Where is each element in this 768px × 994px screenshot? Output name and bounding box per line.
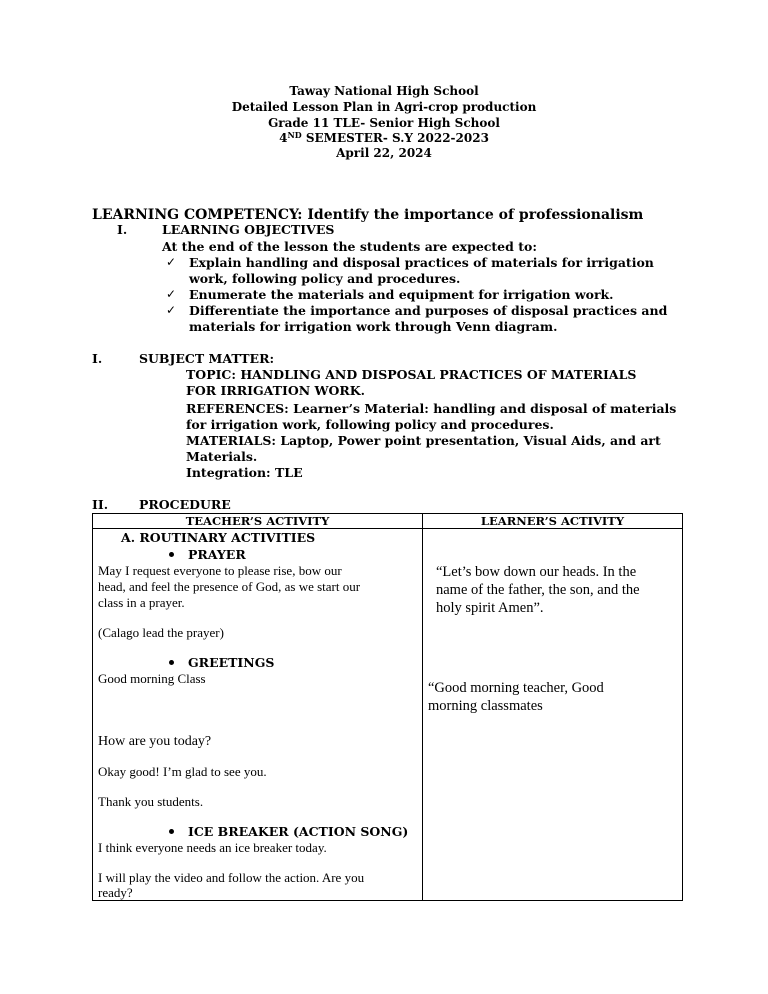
- objectives-title: LEARNING OBJECTIVES: [162, 222, 335, 237]
- semester-number: 4: [279, 131, 288, 145]
- subject-numeral: I.: [92, 351, 103, 366]
- how-are-you: How are you today?: [98, 734, 212, 749]
- subject-line-2: FOR IRRIGATION WORK.: [186, 383, 366, 398]
- teacher-activity-header: TEACHER’S ACTIVITY: [93, 514, 423, 529]
- lesson-date: April 22, 2024: [336, 146, 432, 160]
- bullet-icon: [169, 552, 174, 557]
- checkmark-icon: ✓: [166, 255, 177, 269]
- teacher-activity-cell: [93, 529, 423, 901]
- learner-prayer-line-2: name of the father, the son, and the: [436, 582, 640, 598]
- semester-year: SEMESTER- S.Y 2022-2023: [301, 131, 489, 145]
- lesson-plan-title: Detailed Lesson Plan in Agri-crop production: [231, 100, 537, 114]
- subject-line-6: Materials.: [186, 449, 258, 464]
- procedure-table: [92, 513, 683, 901]
- thank-you: Thank you students.: [98, 794, 204, 809]
- learner-prayer-line-3: holy spirit Amen”.: [436, 600, 544, 616]
- school-name: Taway National High School: [289, 84, 479, 98]
- subject-line-1: TOPIC: HANDLING AND DISPOSAL PRACTICES OF MATERIALS: [186, 367, 637, 382]
- glad-to-see: Okay good! I’m glad to see you.: [98, 764, 267, 779]
- checkmark-icon: ✓: [166, 303, 177, 317]
- procedure-title: PROCEDURE: [139, 497, 231, 512]
- prayer-leader: (Calago lead the prayer): [98, 625, 224, 640]
- routinary-activities: A. ROUTINARY ACTIVITIES: [121, 530, 316, 545]
- learner-activity-header: LEARNER’S ACTIVITY: [423, 514, 683, 529]
- icebreaker-heading-label: ICE BREAKER (ACTION SONG): [188, 824, 409, 839]
- semester: [0, 131, 768, 147]
- grade-level: Grade 11 TLE- Senior High School: [268, 116, 500, 130]
- greeting-class: Good morning Class: [98, 671, 206, 686]
- greetings-heading: [169, 655, 274, 671]
- learner-prayer-line-1: “Let’s bow down our heads. In the: [436, 564, 637, 580]
- bullet-icon: [169, 829, 174, 834]
- learner-activity-cell: [423, 529, 683, 901]
- procedure-numeral: II.: [92, 497, 109, 512]
- subject-title: SUBJECT MATTER:: [139, 351, 275, 366]
- table-header-row: [93, 514, 683, 529]
- subject-line-5: MATERIALS: Laptop, Power point presentation, Visual Aids, and art: [186, 433, 661, 448]
- objective-3-line-1: Differentiate the importance and purposes of disposal practices and: [189, 303, 668, 318]
- subject-line-3: REFERENCES: Learner’s Material: handling and disposal of materials: [186, 401, 677, 416]
- prayer-line-1: May I request everyone to please rise, bow our: [98, 563, 342, 578]
- prayer-line-2: head, and feel the presence of God, as we start our: [98, 579, 361, 594]
- objective-2-line-1: Enumerate the materials and equipment for irrigation work.: [189, 287, 614, 302]
- prayer-line-3: class in a prayer.: [98, 595, 185, 610]
- checkmark-icon: ✓: [166, 287, 177, 301]
- greetings-heading-label: GREETINGS: [188, 655, 275, 670]
- semester-superscript: ND: [287, 130, 302, 140]
- prayer-heading: [169, 547, 246, 563]
- objective-3-line-2: materials for irrigation work through Venn diagram.: [189, 319, 558, 334]
- learning-competency: LEARNING COMPETENCY: Identify the importance of professionalism: [92, 207, 644, 223]
- table-row: [93, 529, 683, 901]
- video-line-2: ready?: [98, 885, 133, 900]
- objective-1-line-1: Explain handling and disposal practices of materials for irrigation: [189, 255, 654, 270]
- objectives-intro: At the end of the lesson the students are expected to:: [162, 239, 537, 254]
- learner-greeting-line-2: morning classmates: [428, 698, 543, 714]
- subject-line-7: Integration: TLE: [186, 465, 303, 480]
- icebreaker-heading: [169, 824, 408, 840]
- icebreaker-line: I think everyone needs an ice breaker today.: [98, 840, 327, 855]
- objectives-numeral: I.: [117, 222, 128, 237]
- video-line-1: I will play the video and follow the action. Are you: [98, 870, 365, 885]
- subject-line-4: for irrigation work, following policy and procedures.: [186, 417, 554, 432]
- bullet-icon: [169, 660, 174, 665]
- prayer-heading-label: PRAYER: [188, 547, 246, 562]
- objective-1-line-2: work, following policy and procedures.: [189, 271, 461, 286]
- learner-greeting-line-1: “Good morning teacher, Good: [428, 680, 604, 696]
